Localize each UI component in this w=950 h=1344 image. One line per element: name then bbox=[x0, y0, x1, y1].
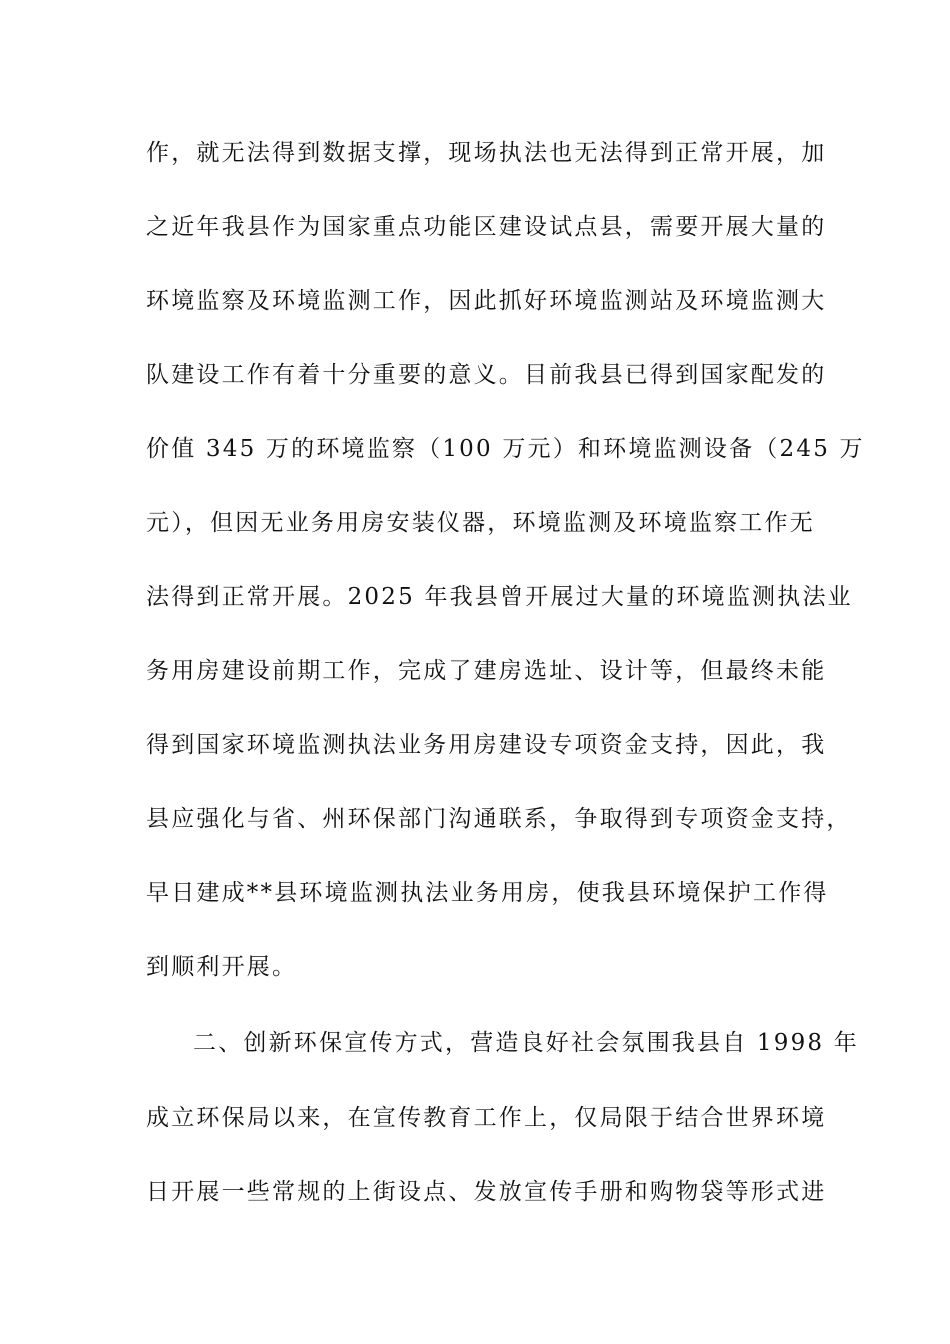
text-line-12: 到顺利开展。 bbox=[146, 954, 298, 980]
text-line-11: 早日建成**县环境监测执法业务用房，使我县环境保护工作得 bbox=[146, 880, 829, 906]
text-line-9: 得到国家环境监测执法业务用房建设专项资金支持，因此，我 bbox=[146, 732, 827, 758]
text-line-2: 之近年我县作为国家重点功能区建设试点县，需要开展大量的 bbox=[146, 214, 827, 240]
section-heading-line: 二、创新环保宣传方式，营造良好社会氛围我县自 1998 年 bbox=[193, 1030, 859, 1056]
text-line-3: 环境监察及环境监测工作，因此抓好环境监测站及环境监测大 bbox=[146, 288, 827, 314]
text-line-8: 务用房建设前期工作，完成了建房选址、设计等，但最终未能 bbox=[146, 658, 827, 684]
text-line-15: 日开展一些常规的上街设点、发放宣传手册和购物袋等形式进 bbox=[146, 1179, 827, 1205]
text-line-10: 县应强化与省、州环保部门沟通联系，争取得到专项资金支持， bbox=[146, 806, 852, 832]
text-line-7: 法得到正常开展。2025 年我县曾开展过大量的环境监测执法业 bbox=[146, 584, 853, 610]
text-line-6: 元），但因无业务用房安装仪器，环境监测及环境监察工作无 bbox=[146, 510, 815, 536]
text-line-4: 队建设工作有着十分重要的意义。目前我县已得到国家配发的 bbox=[146, 362, 827, 388]
text-line-14: 成立环保局以来，在宣传教育工作上，仅局限于结合世界环境 bbox=[146, 1105, 827, 1131]
text-line-1: 作，就无法得到数据支撑，现场执法也无法得到正常开展，加 bbox=[146, 140, 827, 166]
text-line-5: 价值 345 万的环境监察（100 万元）和环境监测设备（245 万 bbox=[146, 436, 865, 462]
